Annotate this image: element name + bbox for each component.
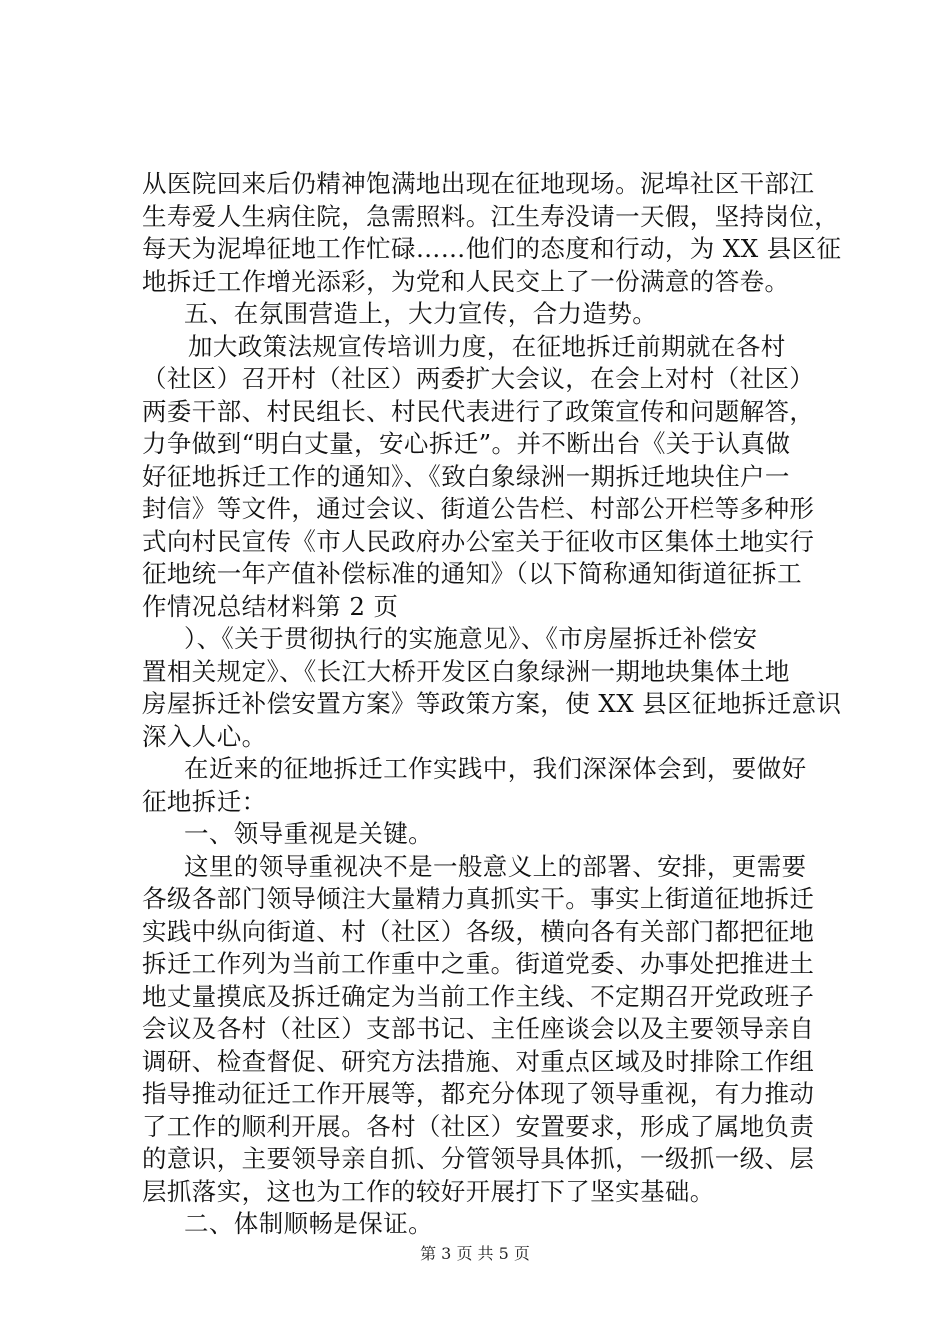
text-line: 实践中纵向街道、村（社区）各级，横向各有关部门都把征地	[142, 916, 815, 946]
text-line: 置相关规定》、《长江大桥开发区白象绿洲一期地块集体土地	[142, 656, 790, 686]
text-line: 封信》等文件，通过会议、街道公告栏、村部公开栏等多种形	[142, 494, 815, 523]
text-line: 征地拆迁：	[142, 786, 267, 816]
section-heading: 二、体制顺畅是保证。	[184, 1209, 433, 1238]
text-line: 两委干部、村民组长、村民代表进行了政策宣传和问题解答，	[142, 396, 815, 426]
document-body	[142, 168, 842, 1241]
text-line: 力争做到“明白丈量，安心拆迁”。并不断出台《关于认真做	[142, 429, 791, 458]
text-line: 层抓落实，这也为工作的较好开展打下了坚实基础。	[142, 1176, 715, 1206]
text-line: 在近来的征地拆迁工作实践中，我们深深体会到，要做好	[184, 754, 807, 783]
text-line: 这里的领导重视决不是一般意义上的部署、安排，更需要	[184, 851, 807, 881]
text-line: 深入人心。	[142, 721, 267, 751]
text-line: 了工作的顺利开展。各村（社区）安置要求，形成了属地负责	[142, 1111, 815, 1141]
text-line: 各级各部门领导倾注大量精力真抓实干。事实上街道征地拆迁	[142, 884, 815, 913]
text-line: 地拆迁工作增光添彩，为党和人民交上了一份满意的答卷。	[142, 266, 790, 296]
text-line: 拆迁工作列为当前工作重中之重。街道党委、办事处把推进土	[142, 949, 815, 978]
text-line: 指导推动征迁工作开展等，都充分体现了领导重视，有力推动	[142, 1079, 815, 1108]
text-line: 征地统一年产值补偿标准的通知》（以下简称通知街道征拆工	[142, 559, 803, 588]
text-line: ）、《关于贯彻执行的实施意见》、《市房屋拆迁补偿安	[184, 624, 758, 653]
text-line: 调研、检查督促、研究方法措施、对重点区域及时排除工作组	[142, 1046, 815, 1076]
text-line: 加大政策法规宣传培训力度，在征地拆迁前期就在各村	[188, 331, 786, 361]
text-line: 会议及各村（社区）支部书记、主任座谈会以及主要领导亲自	[142, 1014, 815, 1043]
text-line: 每天为泥埠征地工作忙碌……他们的态度和行动，为 XX 县区征	[142, 234, 842, 263]
section-heading: 五、在氛围营造上，大力宣传，合力造势。	[184, 299, 658, 328]
text-line: 从医院回来后仍精神饱满地出现在征地现场。泥埠社区干部江	[142, 169, 815, 198]
text-line: 好征地拆迁工作的通知》、《致白象绿洲一期拆迁地块住户一	[142, 461, 790, 491]
text-line: 作情况总结材料第 2 页	[142, 591, 399, 621]
text-line: 生寿爱人生病住院，急需照料。江生寿没请一天假，坚持岗位，	[142, 201, 840, 231]
section-heading: 一、领导重视是关键。	[184, 819, 433, 848]
text-line: 房屋拆迁补偿安置方案》等政策方案，使 XX 县区征地拆迁意识	[142, 689, 842, 718]
text-line: （社区）召开村（社区）两委扩大会议，在会上对村（社区）	[142, 364, 815, 393]
text-line: 式向村民宣传《市人民政府办公室关于征收市区集体土地实行	[142, 526, 815, 556]
text-line: 地丈量摸底及拆迁确定为当前工作主线、不定期召开党政班子	[142, 981, 815, 1011]
page-number: 第 3 页 共 5 页	[420, 1244, 530, 1263]
text-line: 的意识，主要领导亲自抓、分管领导具体抓，一级抓一级、层	[142, 1144, 815, 1173]
